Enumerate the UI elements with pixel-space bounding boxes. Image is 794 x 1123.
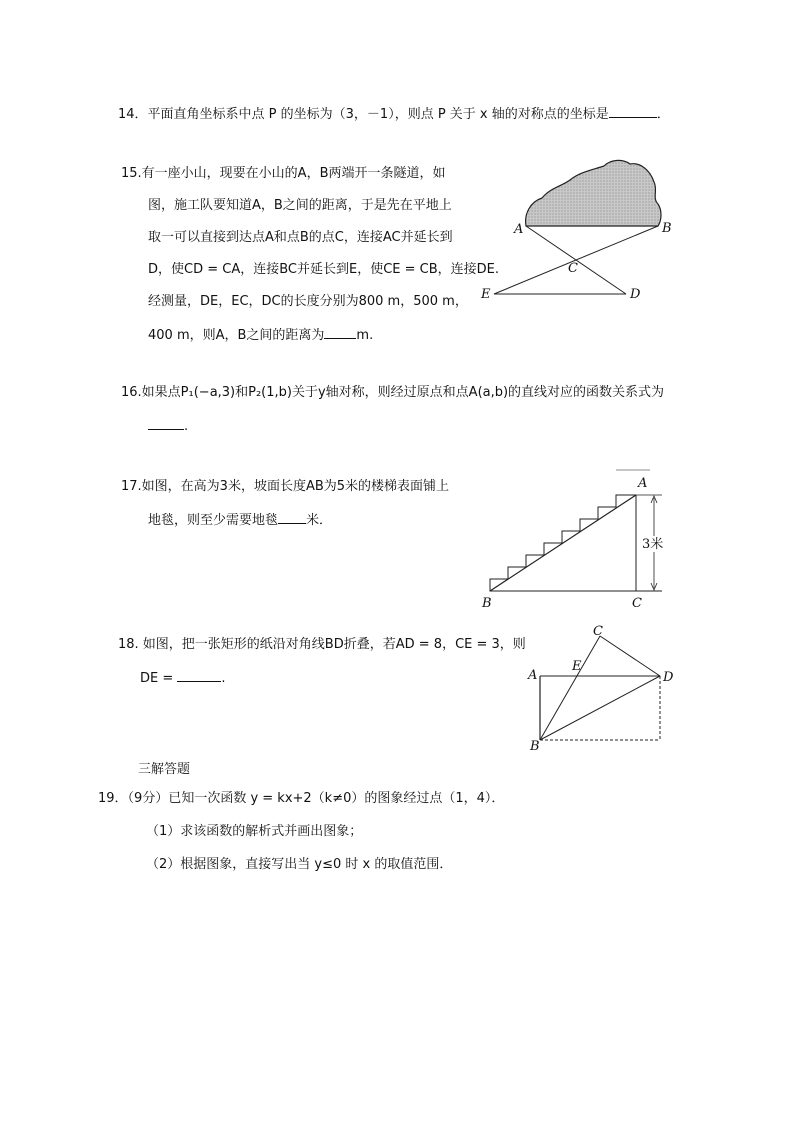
q16-period: . <box>184 419 189 434</box>
q18-line2-text: DE = <box>140 671 174 686</box>
q15-label-c: C <box>568 261 578 276</box>
q15-blank <box>324 325 356 339</box>
q17-label-b: B <box>482 596 492 611</box>
q15-label-d: D <box>630 287 641 302</box>
q18-label-e: E <box>572 659 582 674</box>
q15-label-a: A <box>514 222 524 237</box>
q15-line4: D，使CD = CA，连接BC并延长到E，使CE = CB，连接DE. <box>148 262 500 277</box>
q15-line2: 图，施工队要知道A，B之间的距离，于是先在平地上 <box>148 198 452 213</box>
q18-label-a: A <box>528 668 538 683</box>
q18-period: . <box>221 671 226 686</box>
q14-period: ． <box>656 107 670 122</box>
q15-line3: 取一可以直接到达点A和点B的点C，连接AC并延长到 <box>148 230 453 245</box>
q17-line1: 17.如图，在高为3米，坡面长度AB为5米的楼梯表面铺上 <box>121 479 450 494</box>
q18-edge-cd <box>600 636 660 676</box>
q15-line6 <box>148 325 373 345</box>
q18-blank <box>177 668 221 682</box>
q18-label-b: B <box>530 739 540 754</box>
q17-height-label: 3米 <box>642 537 664 552</box>
q17-line2-text: 地毯，则至少需要地毯 <box>148 513 279 528</box>
q16-blank <box>148 416 184 430</box>
q18-label-c: C <box>593 624 603 639</box>
q14-blank <box>609 104 657 118</box>
q19-part2: （2）根据图象，直接写出当 y≤0 时 x 的取值范围． <box>146 857 453 872</box>
q16-line1: 16.如果点P₁(−a,3)和P₂(1,b)关于y轴对称，则经过原点和点A(a,b)的直线对应的函数关系式为 <box>121 385 665 400</box>
q15-label-e: E <box>481 287 491 302</box>
q17-label-c: C <box>632 596 642 611</box>
q17-figure <box>478 462 678 612</box>
q15-mountain <box>526 160 661 226</box>
q17-blank <box>278 510 306 524</box>
q15-line1: 15.有一座小山，现要在小山的A，B两端开一条隧道，如 <box>121 166 446 181</box>
section-title: 三解答题 <box>138 762 191 777</box>
q18-label-d: D <box>663 670 674 685</box>
q17-line2-unit: 米． <box>306 513 333 528</box>
q18-figure <box>524 622 694 752</box>
q14-text: 14．平面直角坐标系中点 P 的坐标为（3，－1），则点 P 关于 x 轴的对称点的坐标是 <box>118 107 609 122</box>
q19-part1: （1）求该函数的解析式并画出图象； <box>146 824 363 839</box>
q18-line2 <box>140 668 226 688</box>
q15-label-b: B <box>662 221 672 236</box>
q17-slope-ab <box>490 495 636 591</box>
q15-line5: 经测量，DE，EC，DC的长度分别为800 m，500 m， <box>148 294 468 309</box>
q17-line2 <box>148 510 332 530</box>
q15-figure <box>480 150 700 310</box>
q15-line6-unit: m. <box>356 328 374 343</box>
q19-stem: 19．（9分）已知一次函数 y = kx+2（k≠0）的图象经过点（1，4）． <box>98 791 505 806</box>
q15-line6-text: 400 m，则A，B之间的距离为 <box>148 328 325 343</box>
q18-line1: 18. 如图，把一张矩形的纸沿对角线BD折叠，若AD = 8，CE = 3，则 <box>118 637 526 652</box>
q17-label-a: A <box>638 476 648 491</box>
q16-line2 <box>148 416 188 436</box>
q14-line <box>118 104 670 124</box>
